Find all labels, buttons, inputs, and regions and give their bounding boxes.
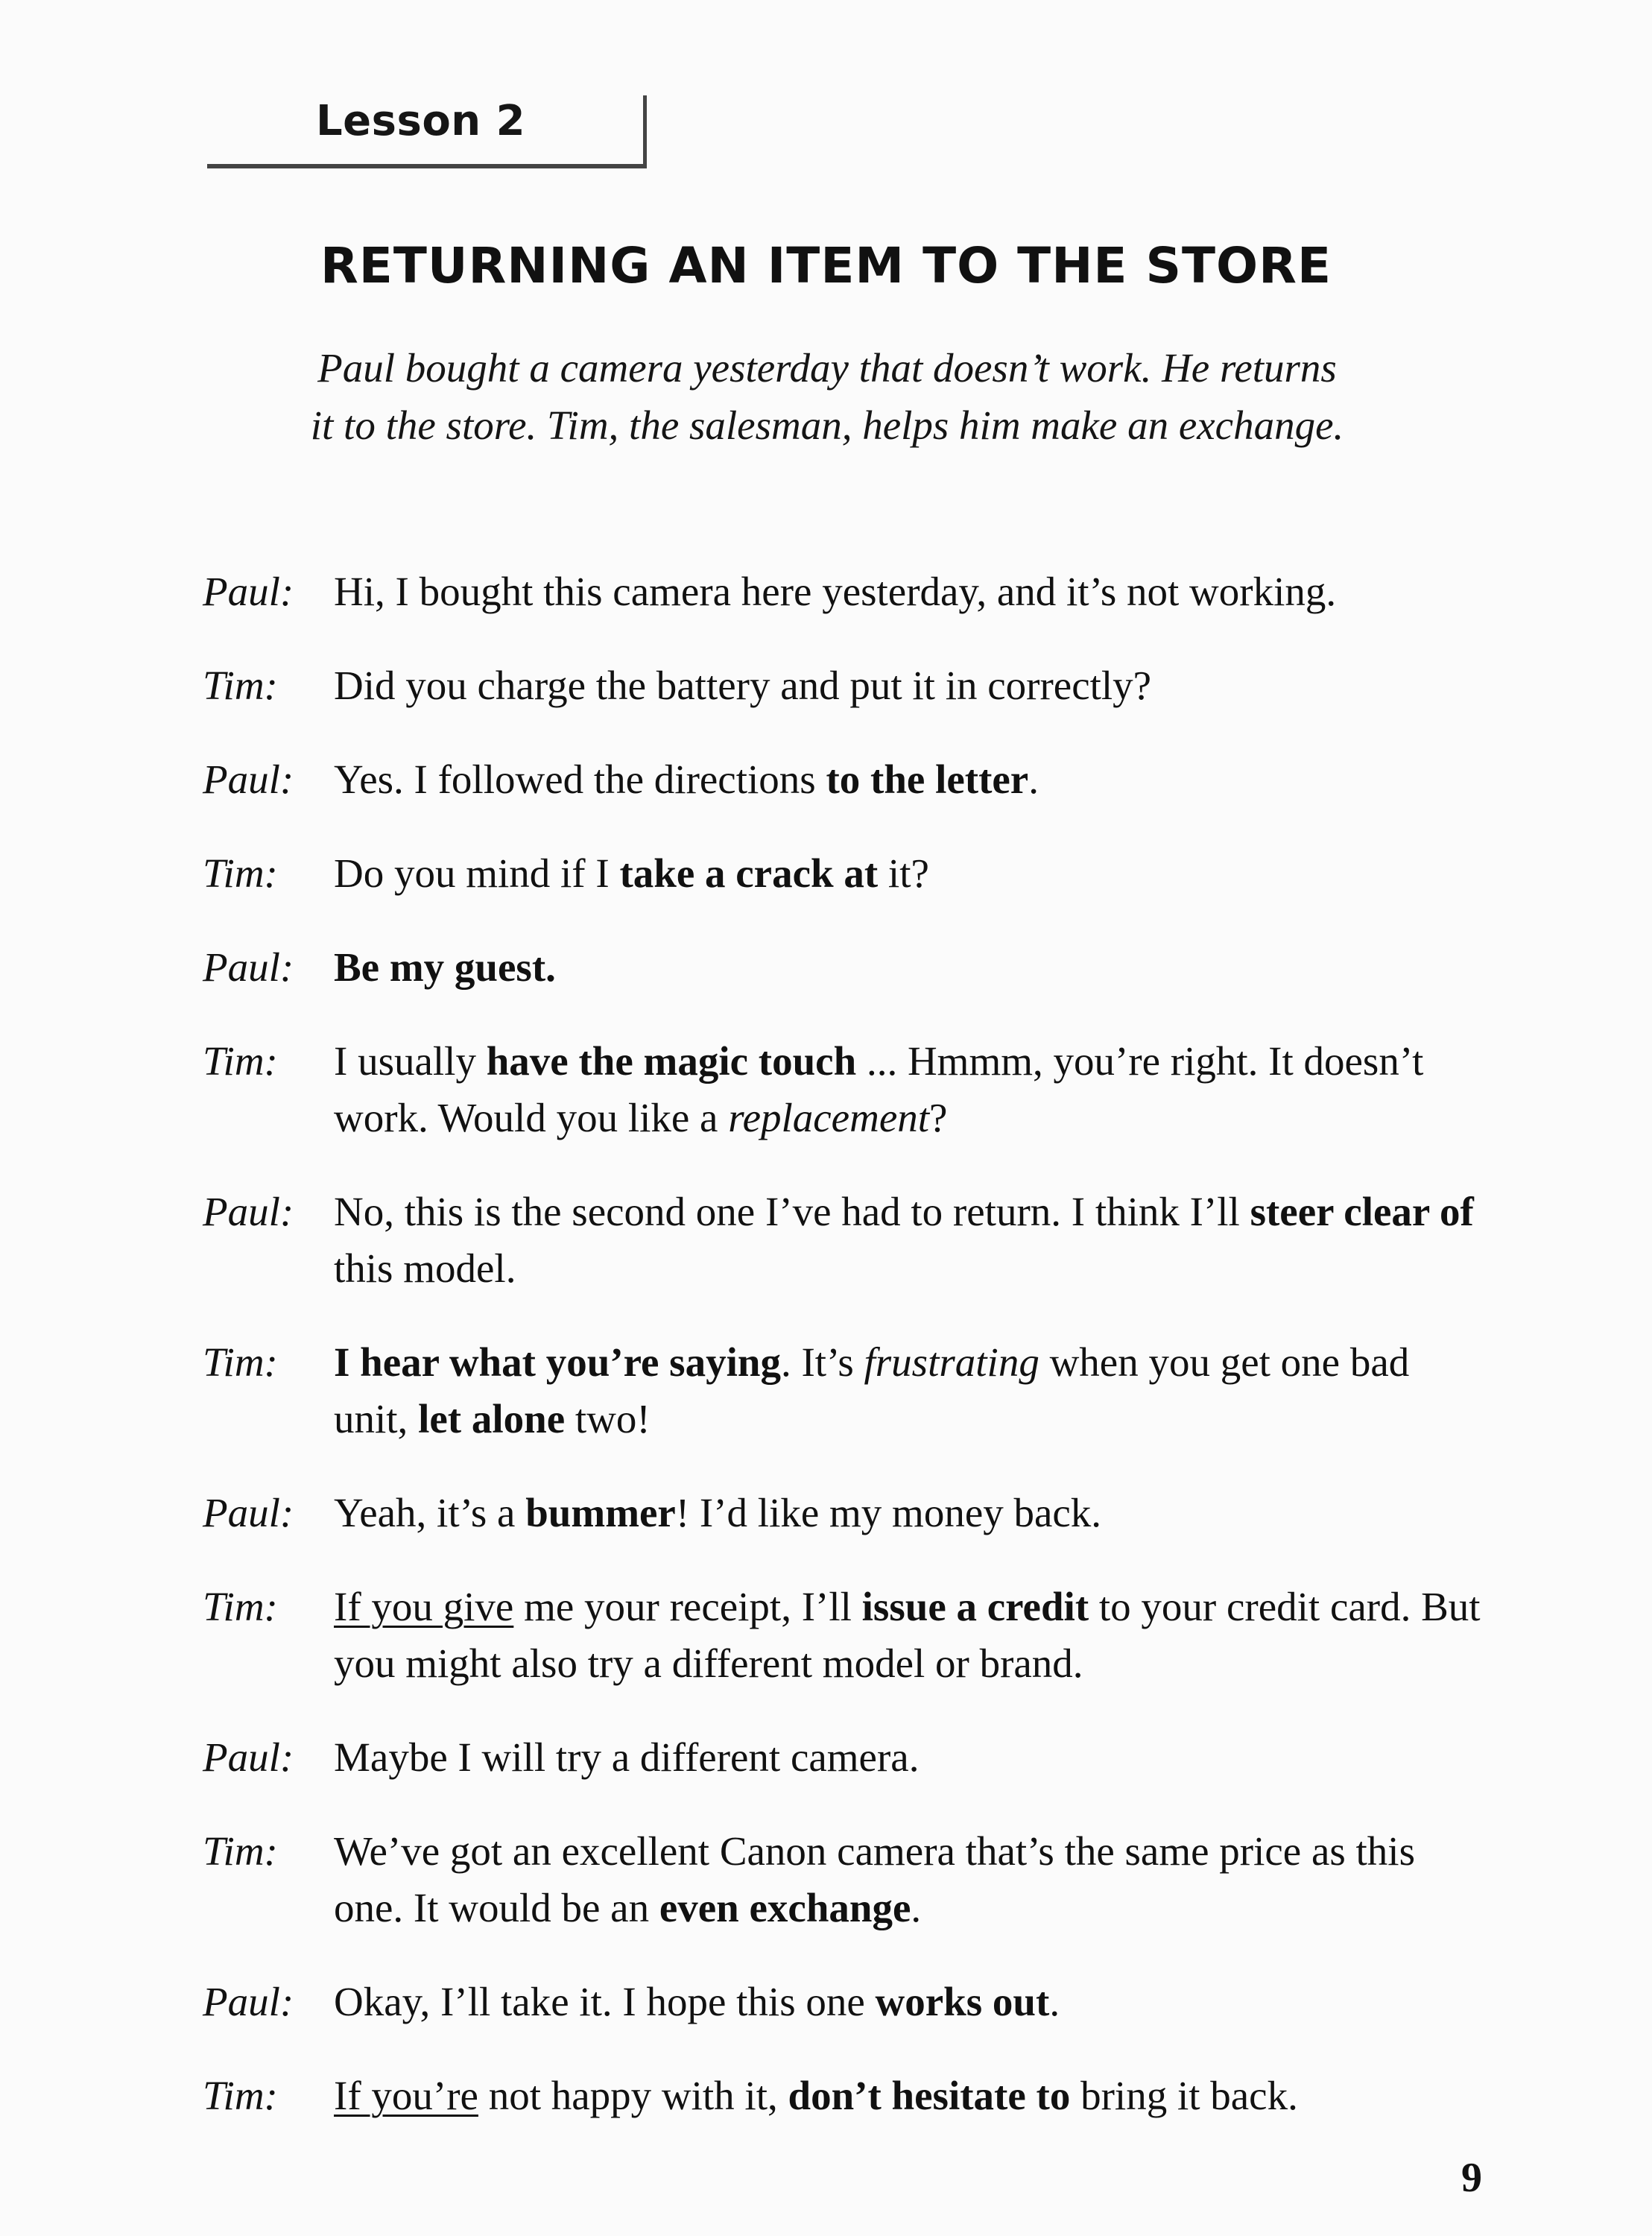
dialogue-text (334, 1334, 1484, 1447)
page-number: 9 (1461, 2155, 1482, 2201)
speaker-name: Tim: (203, 1828, 278, 1874)
dialogue-line (203, 845, 1484, 902)
text-segment: Yes. I followed the directions (334, 757, 826, 802)
lesson-title: RETURNING AN ITEM TO THE STORE (320, 237, 1332, 294)
text-segment: this model. (334, 1245, 516, 1291)
text-segment: two! (565, 1396, 651, 1441)
idiom-phrase: to the letter (826, 757, 1029, 802)
vocab-word: frustrating (864, 1339, 1039, 1385)
text-segment: Do you mind if I (334, 850, 620, 896)
dialogue-text (334, 657, 1484, 714)
idiom-phrase: bummer (525, 1490, 676, 1535)
idiom-phrase: steer clear of (1250, 1189, 1474, 1234)
dialogue-line (203, 1033, 1484, 1146)
dialogue-line (203, 2068, 1484, 2124)
text-segment: . (1049, 1979, 1060, 2024)
idiom-phrase: take a crack at (619, 850, 879, 896)
speaker-name: Tim: (203, 1038, 278, 1084)
text-segment: No, this is the second one I’ve had to return. I think I’ll (334, 1189, 1250, 1234)
speaker-name: Tim: (203, 850, 278, 896)
dialogue-text (334, 751, 1484, 808)
text-segment: . (911, 1885, 922, 1930)
dialogue-text (334, 845, 1484, 902)
dialogue-text (334, 1823, 1484, 1936)
lesson-label: Lesson 2 (316, 97, 526, 145)
text-segment: Okay, I’ll take it. I hope this one (334, 1979, 876, 2024)
dialogue-text (334, 1579, 1484, 1692)
dialogue-line (203, 1184, 1484, 1297)
speaker-name: Paul: (203, 757, 294, 802)
dialogue-text (334, 1184, 1484, 1297)
speaker-name: Tim: (203, 2073, 278, 2118)
speaker-name: Paul: (203, 944, 294, 990)
idiom-phrase: works out (875, 1979, 1050, 2024)
idiom-phrase: Be my guest. (334, 944, 556, 990)
idiom-phrase: let alone (418, 1396, 566, 1441)
text-segment: not happy with it, (478, 2073, 788, 2118)
text-segment: ! I’d like my money back. (675, 1490, 1102, 1535)
dialogue-line (203, 1334, 1484, 1447)
text-segment: when you get one bad unit, (334, 1339, 1410, 1441)
text-segment: Maybe I will try a different camera. (334, 1734, 920, 1780)
dialogue-text (334, 1729, 1484, 1786)
text-segment: Hi, I bought this camera here yesterday, and it’s not working. (334, 569, 1337, 614)
text-segment: ... Hmmm, you’re right. It doesn’t work. Would you like a (334, 1038, 1424, 1140)
text-segment: to your credit card. But you might also try a different model or brand. (334, 1584, 1481, 1686)
dialogue-text (334, 563, 1484, 620)
speaker-name: Paul: (203, 1490, 294, 1535)
dialogue-line (203, 939, 1484, 996)
text-segment: Did you charge the battery and put it in correctly? (334, 663, 1152, 708)
dialogue-text (334, 1974, 1484, 2030)
dialogue-text (334, 1485, 1484, 1541)
text-segment: Yeah, it’s a (334, 1490, 526, 1535)
dialogue (203, 563, 1484, 2161)
dialogue-line (203, 751, 1484, 808)
speaker-name: Tim: (203, 1339, 278, 1385)
dialogue-text (334, 1033, 1484, 1146)
underlined-phrase: If you’re (334, 2073, 478, 2118)
text-segment: it? (878, 850, 929, 896)
intro-line: Paul bought a camera yesterday that doesn’t work. He returns (317, 345, 1337, 391)
lesson-tab (207, 95, 647, 168)
dialogue-line (203, 1729, 1484, 1786)
idiom-phrase: even exchange (659, 1885, 911, 1930)
idiom-phrase: don’t hesitate to (788, 2073, 1071, 2118)
intro-line: it to the store. Tim, the salesman, helps him make an exchange. (310, 402, 1344, 448)
idiom-phrase: I hear what you’re saying (334, 1339, 781, 1385)
dialogue-text (334, 939, 1484, 996)
speaker-name: Paul: (203, 1979, 294, 2024)
speaker-name: Paul: (203, 1189, 294, 1234)
idiom-phrase: have the magic touch (486, 1038, 857, 1084)
text-segment: ? (929, 1095, 948, 1140)
text-segment: We’ve got an excellent Canon camera that’s the same price as this one. It would be an (334, 1828, 1415, 1930)
speaker-name: Paul: (203, 569, 294, 614)
dialogue-line (203, 1974, 1484, 2030)
text-segment: I usually (334, 1038, 487, 1084)
text-segment: me your receipt, I’ll (513, 1584, 862, 1629)
text-segment: . (1028, 757, 1039, 802)
dialogue-line (203, 1579, 1484, 1692)
dialogue-text (334, 2068, 1484, 2124)
intro-paragraph (179, 339, 1475, 454)
idiom-phrase: issue a credit (861, 1584, 1089, 1629)
vocab-word: replacement (728, 1095, 930, 1140)
dialogue-line (203, 1823, 1484, 1936)
speaker-name: Tim: (203, 1584, 278, 1629)
text-segment: . It’s (780, 1339, 864, 1385)
text-segment: bring it back. (1070, 2073, 1298, 2118)
speaker-name: Paul: (203, 1734, 294, 1780)
dialogue-line (203, 657, 1484, 714)
dialogue-line (203, 1485, 1484, 1541)
speaker-name: Tim: (203, 663, 278, 708)
underlined-phrase: If you give (334, 1584, 514, 1629)
dialogue-line (203, 563, 1484, 620)
